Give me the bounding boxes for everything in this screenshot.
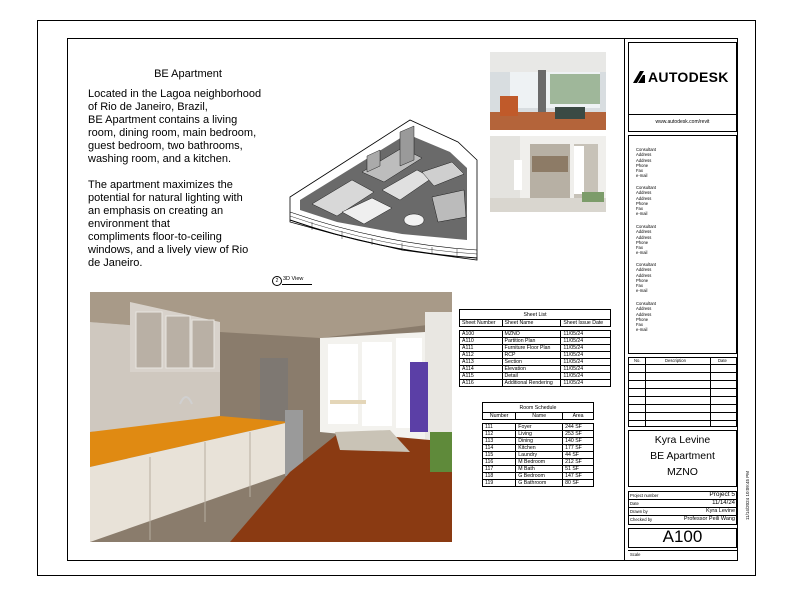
date-label: Date: [630, 501, 639, 506]
checked-by-label: Checked by: [630, 517, 653, 522]
kitchen-rendering: [90, 292, 452, 542]
date-value: 11/14/24: [712, 500, 735, 506]
project-number-value: Project 5: [709, 491, 735, 498]
table-row: A116 Additional Rendering 11/05/24: [460, 380, 611, 387]
consultant-block-1: Consultant Address Address Phone Fax e-mail: [636, 147, 657, 179]
sheet-list-header-date: Sheet Issue Date: [561, 320, 611, 327]
table-row: A113 Section 11/05/24: [460, 359, 611, 366]
table-row: A112 RCP 11/05/24: [460, 352, 611, 359]
website-link[interactable]: www.autodesk.com/revit: [655, 119, 710, 125]
description-paragraph-1: Located in the Lagoa neighborhood of Rio de Janeiro, Brazil, BE Apartment contains a living room, dining room, main bedroom, guest bedroom, two bathrooms, washing room, and a kitchen.: [88, 88, 262, 165]
table-row: 112 Living 253 SF: [483, 431, 594, 438]
drawn-by-label: Drawn by: [630, 509, 648, 514]
checked-by-value: Professor Peili Wang: [683, 516, 735, 522]
revision-header-description: Description: [665, 358, 686, 363]
kitchen-photo: [490, 136, 606, 212]
table-row: 113 Dining 140 SF: [483, 438, 594, 445]
view-label: 3D View: [283, 276, 304, 282]
print-timestamp: 11/14/2024 10:09:45 PM: [745, 471, 750, 520]
table-row: 119 G Bathroom 80 SF: [483, 480, 594, 487]
sheet-list-header-number: Sheet Number: [460, 320, 503, 327]
scale-label: Scale: [630, 552, 641, 557]
revision-header-date: Date: [718, 358, 727, 363]
room-schedule-header-name: Name: [516, 413, 563, 420]
table-row: A110 Partition Plan 11/05/24: [460, 338, 611, 345]
project-name: BE Apartment: [650, 450, 715, 462]
room-schedule-title: Room Schedule: [483, 403, 594, 413]
description-paragraph-2: The apartment maximizes the potential for natural lighting with an emphasis on creating an environment that compliments floor-to-ceiling windows, and a lively view of Rio de Janeiro.: [88, 179, 249, 269]
room-schedule-table: [482, 402, 594, 487]
room-schedule-header-area: Area: [563, 413, 594, 420]
owner-name: Kyra Levine: [654, 434, 711, 446]
sheet-number: A100: [662, 527, 703, 546]
sheet-list-header-name: Sheet Name: [502, 320, 561, 327]
consultant-block-5: Consultant Address Address Phone Fax e-mail: [636, 301, 657, 333]
sheet-list-table: [459, 309, 611, 387]
table-row: 117 M Bath 51 SF: [483, 466, 594, 473]
drawn-by-value: Kyra Levine: [705, 508, 735, 514]
table-row: 118 G Bedroom 147 SF: [483, 473, 594, 480]
sheet-list-title: Sheet List: [460, 310, 611, 320]
autodesk-logo-icon: [632, 70, 646, 84]
sheet-name: MZNO: [667, 466, 698, 478]
revision-header-no: No.: [634, 358, 641, 363]
room-schedule-header-number: Number: [483, 413, 516, 420]
table-row: A111 Furniture Floor Plan 11/05/24: [460, 345, 611, 352]
table-row: 111 Foyer 244 SF: [483, 424, 594, 431]
consultant-block-3: Consultant Address Address Phone Fax e-mail: [636, 224, 657, 256]
project-number-label: Project number: [630, 493, 659, 498]
table-row: A100 MZNO 11/05/24: [460, 331, 611, 338]
table-row: 116 M Bedroom 212 SF: [483, 459, 594, 466]
table-row: 114 Kitchen 177 SF: [483, 445, 594, 452]
table-row: A114 Elevation 11/05/24: [460, 366, 611, 373]
living-room-photo: [490, 52, 606, 130]
description-title: BE Apartment: [154, 68, 222, 80]
3d-view-drawing: [282, 112, 480, 264]
table-row: A115 Detail 11/05/24: [460, 373, 611, 380]
view-number-tag: 2: [272, 276, 282, 286]
table-row: 115 Laundry 44 SF: [483, 452, 594, 459]
view-label-underline: [282, 284, 312, 285]
autodesk-logo: AUTODESK: [648, 69, 729, 85]
consultant-block-4: Consultant Address Address Phone Fax e-mail: [636, 262, 657, 294]
consultant-block-2: Consultant Address Address Phone Fax e-mail: [636, 185, 657, 217]
